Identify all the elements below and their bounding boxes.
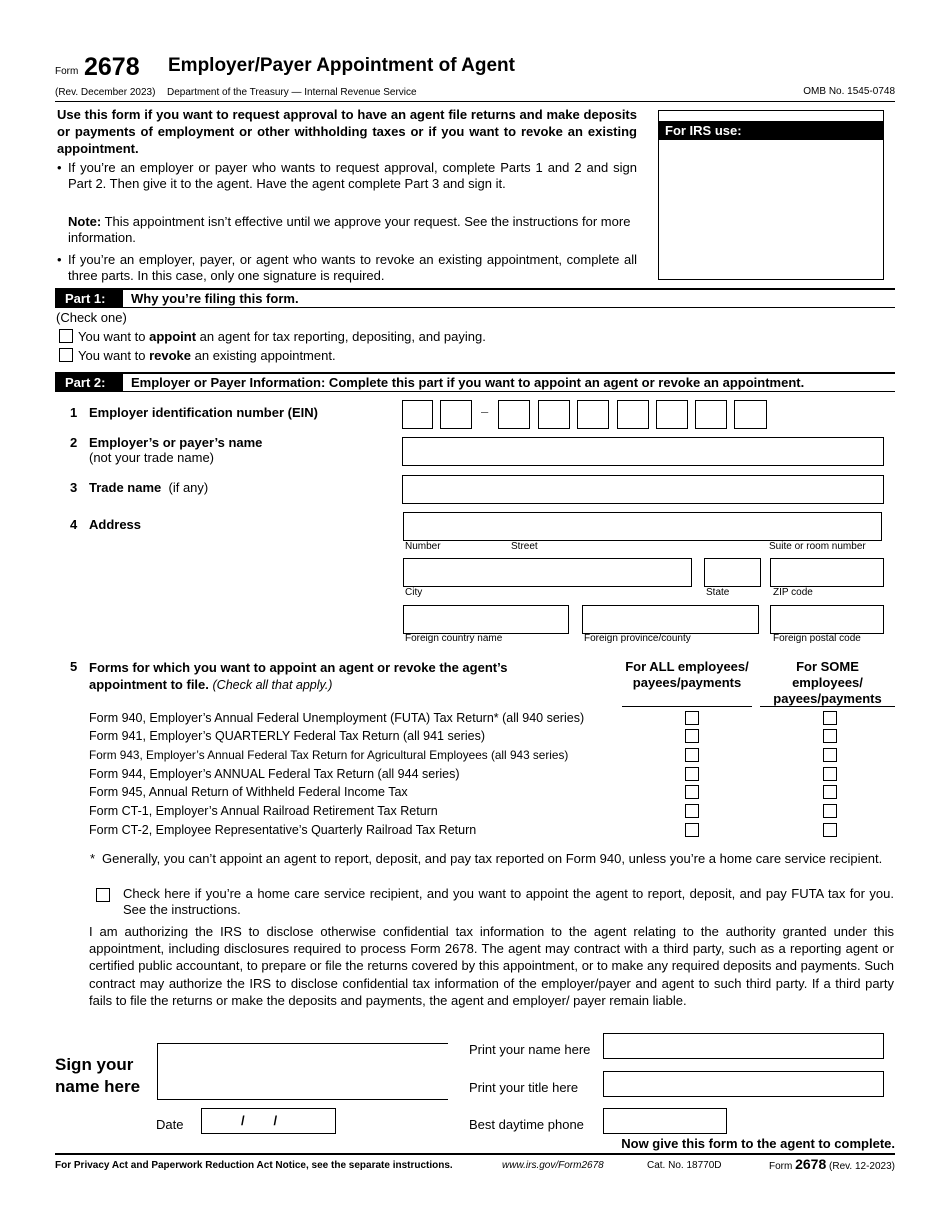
homecare-checkbox[interactable] — [96, 888, 110, 902]
part1-title: Why you’re filing this form. — [131, 291, 299, 306]
revoke-post: an existing appointment. — [194, 348, 336, 363]
intro-bullet-dot-2: • — [57, 252, 62, 267]
footer-form-id — [769, 1156, 895, 1172]
foreign-province-label: Foreign province/county — [584, 633, 691, 644]
city-label: City — [405, 587, 423, 598]
line1-number: 1 — [70, 405, 78, 420]
form-940-all-checkbox[interactable] — [685, 711, 699, 725]
form-945-all-checkbox[interactable] — [685, 785, 699, 799]
intro-bullet-1: If you’re an employer or payer who wants to request approval, complete Parts 1 and 2 and sign Part 2. Then give it to the agent. Have the agent complete Part 3 and sign it. — [68, 160, 637, 191]
foreign-postal-label: Foreign postal code — [773, 633, 861, 644]
irs-use-label: For IRS use: — [659, 121, 883, 140]
col-some-header: For SOME employees/ payees/payments — [773, 659, 882, 706]
revoke-checkbox[interactable] — [59, 348, 73, 362]
ein-label: Employer identification number (EIN) — [89, 405, 318, 420]
foreign-country-field[interactable] — [403, 605, 569, 634]
appoint-pre: You want to — [78, 329, 146, 344]
ein-digit-8[interactable] — [695, 400, 727, 429]
ein-digit-4[interactable] — [538, 400, 570, 429]
line5-sub: (Check all that apply.) — [212, 678, 333, 692]
form-title: Employer/Payer Appointment of Agent — [168, 55, 515, 76]
part2-bottom-rule — [55, 391, 895, 392]
print-name-field[interactable] — [603, 1033, 884, 1059]
address-label: Address — [89, 517, 142, 532]
note-label: Note: — [68, 214, 102, 229]
authorization-text: I am authorizing the IRS to disclose otherwise confidential tax information to the agent relating to the authority granted under this appointment, including disclosures required to process Form 2678. The agent may contract with a third party, such as a reporting agent or certified public accountant, to prepare or file the returns covered by this appointment, or to make any required deposits and payments. Such contract may authorize the IRS to disclose confidential tax information of the employer/payer and agent to such third party. If a third party fails to file the returns or make the deposits and payments, the agent and employer/ payer remain liable. — [89, 924, 894, 1008]
foreign-country-label: Foreign country name — [405, 633, 503, 644]
form-945-some-checkbox[interactable] — [823, 785, 837, 799]
footnote-text: Generally, you can’t appoint an agent to report, deposit, and pay tax reported on Form 940, unless you’re a home care service recipient. — [102, 851, 883, 866]
form-940-some-checkbox[interactable] — [823, 711, 837, 725]
form-row-ct2: Form CT-2, Employee Representative’s Quarterly Railroad Tax Return — [89, 823, 477, 837]
line5-number: 5 — [70, 659, 78, 674]
employer-name-sublabel: (not your trade name) — [89, 450, 215, 465]
ein-digit-9[interactable] — [734, 400, 767, 429]
form-941-some-checkbox[interactable] — [823, 729, 837, 743]
trade-name-bold: Trade name — [89, 480, 162, 495]
line2-number: 2 — [70, 435, 78, 450]
signature-field[interactable] — [157, 1043, 448, 1100]
form-943-some-checkbox[interactable] — [823, 748, 837, 762]
form-ct1-some-checkbox[interactable] — [823, 804, 837, 818]
appoint-bold: appoint — [149, 329, 197, 344]
form-944-all-checkbox[interactable] — [685, 767, 699, 781]
form-row-941: Form 941, Employer’s QUARTERLY Federal Tax Return (all 941 series) — [89, 729, 485, 743]
number-label: Number — [405, 541, 441, 552]
line3-number: 3 — [70, 480, 78, 495]
trade-name-field[interactable] — [402, 475, 884, 504]
form-941-all-checkbox[interactable] — [685, 729, 699, 743]
date-separators: / / — [241, 1113, 278, 1128]
part2-top-rule — [55, 372, 895, 374]
col-all-rule — [622, 706, 752, 707]
intro-note — [68, 214, 637, 245]
part1-bottom-rule — [55, 307, 895, 308]
appoint-option-label — [78, 329, 486, 344]
form-943-all-checkbox[interactable] — [685, 748, 699, 762]
ein-digit-7[interactable] — [656, 400, 688, 429]
footnote-star: * — [90, 851, 96, 866]
state-field[interactable] — [704, 558, 761, 587]
part1-top-rule — [55, 288, 895, 290]
form-ct1-all-checkbox[interactable] — [685, 804, 699, 818]
footer-rule — [55, 1153, 895, 1155]
phone-label: Best daytime phone — [469, 1117, 584, 1132]
catalog-number: Cat. No. 18770D — [647, 1160, 722, 1171]
form-944-some-checkbox[interactable] — [823, 767, 837, 781]
sign-label: Sign your name here — [55, 1055, 141, 1096]
line4-number: 4 — [70, 517, 78, 532]
form-url: www.irs.gov/Form2678 — [502, 1160, 604, 1171]
ein-digit-5[interactable] — [577, 400, 609, 429]
header-rule — [55, 101, 895, 102]
irs-use-box — [658, 110, 884, 280]
state-label: State — [706, 587, 730, 598]
intro-lead: Use this form if you want to request approval to have an agent file returns and make deposits or payments of employment or other withholding taxes or if you want to revoke an existing appointment. — [57, 107, 637, 156]
revoke-pre: You want to — [78, 348, 146, 363]
zip-field[interactable] — [770, 558, 884, 587]
part2-tag: Part 2: — [55, 374, 123, 391]
appoint-post: an agent for tax reporting, depositing, and paying. — [199, 329, 486, 344]
foreign-province-field[interactable] — [582, 605, 759, 634]
check-one-label: (Check one) — [56, 310, 127, 325]
form-row-943: Form 943, Employer’s Annual Federal Tax Return for Agricultural Employees (all 943 series) — [89, 748, 569, 762]
ein-dash: – — [481, 404, 489, 419]
footer-form-word: Form — [768, 1161, 793, 1172]
appoint-checkbox[interactable] — [59, 329, 73, 343]
form-row-944: Form 944, Employer’s ANNUAL Federal Tax Return (all 944 series) — [89, 767, 460, 781]
col-some-rule — [760, 706, 895, 707]
trade-name-label — [89, 480, 208, 495]
intro-bullet-dot-1: • — [57, 160, 62, 175]
revoke-bold: revoke — [149, 348, 192, 363]
footer-form-number: 2678 — [795, 1156, 827, 1172]
ein-digit-6[interactable] — [617, 400, 649, 429]
suite-label: Suite or room number — [769, 541, 866, 552]
form-label: Form — [55, 66, 79, 77]
ein-digit-2[interactable] — [440, 400, 472, 429]
street-address-field[interactable] — [403, 512, 882, 541]
trade-name-sub: (if any) — [168, 480, 209, 495]
zip-label: ZIP code — [773, 587, 813, 598]
line5-bold: Forms for which you want to appoint an agent or revoke the agent’s appointment to file. — [89, 660, 508, 692]
part1-tag: Part 1: — [55, 290, 123, 307]
revision-date: (Rev. December 2023) — [55, 87, 156, 98]
note-text: This appointment isn’t effective until we approve your request. See the instructions for more information. — [68, 214, 631, 245]
line5-label — [89, 659, 559, 694]
intro-bullet-2: If you’re an employer, payer, or agent who wants to revoke an existing appointment, complete all three parts. In this case, only one signature is required. — [68, 252, 637, 283]
employer-name-label: Employer’s or payer’s name — [89, 435, 263, 450]
part2-title: Employer or Payer Information: Complete this part if you want to appoint an agent or revoke an appointment. — [131, 375, 805, 390]
footer-rev: (Rev. 12-2023) — [829, 1161, 895, 1172]
city-field[interactable] — [403, 558, 692, 587]
street-label: Street — [511, 541, 538, 552]
form-row-940: Form 940, Employer’s Annual Federal Unemployment (FUTA) Tax Return* (all 940 series) — [89, 711, 585, 725]
phone-field[interactable] — [603, 1108, 727, 1134]
omb-number: OMB No. 1545-0748 — [803, 86, 895, 97]
date-label: Date — [156, 1117, 184, 1132]
print-title-field[interactable] — [603, 1071, 884, 1097]
ein-digit-1[interactable] — [402, 400, 433, 429]
col-all-header: For ALL employees/ payees/payments — [625, 659, 749, 690]
print-title-label: Print your title here — [469, 1080, 579, 1095]
revoke-option-label — [78, 348, 336, 363]
privacy-notice: For Privacy Act and Paperwork Reduction Act Notice, see the separate instructions. — [55, 1160, 453, 1171]
form-ct2-some-checkbox[interactable] — [823, 823, 837, 837]
ein-digit-3[interactable] — [498, 400, 530, 429]
print-name-label: Print your name here — [469, 1042, 591, 1057]
department: Department of the Treasury — Internal Revenue Service — [167, 87, 417, 98]
employer-name-field[interactable] — [402, 437, 884, 466]
form-row-ct1: Form CT-1, Employer’s Annual Railroad Retirement Tax Return — [89, 804, 438, 818]
give-to-agent-note: Now give this form to the agent to complete. — [621, 1136, 895, 1151]
foreign-postal-field[interactable] — [770, 605, 884, 634]
homecare-label: Check here if you’re a home care service recipient, and you want to appoint the agent to report, deposit, and pay FUTA tax for you. See the instructions. — [123, 886, 894, 917]
form-ct2-all-checkbox[interactable] — [685, 823, 699, 837]
form-number: 2678 — [84, 53, 140, 81]
form-row-945: Form 945, Annual Return of Withheld Federal Income Tax — [89, 785, 408, 799]
